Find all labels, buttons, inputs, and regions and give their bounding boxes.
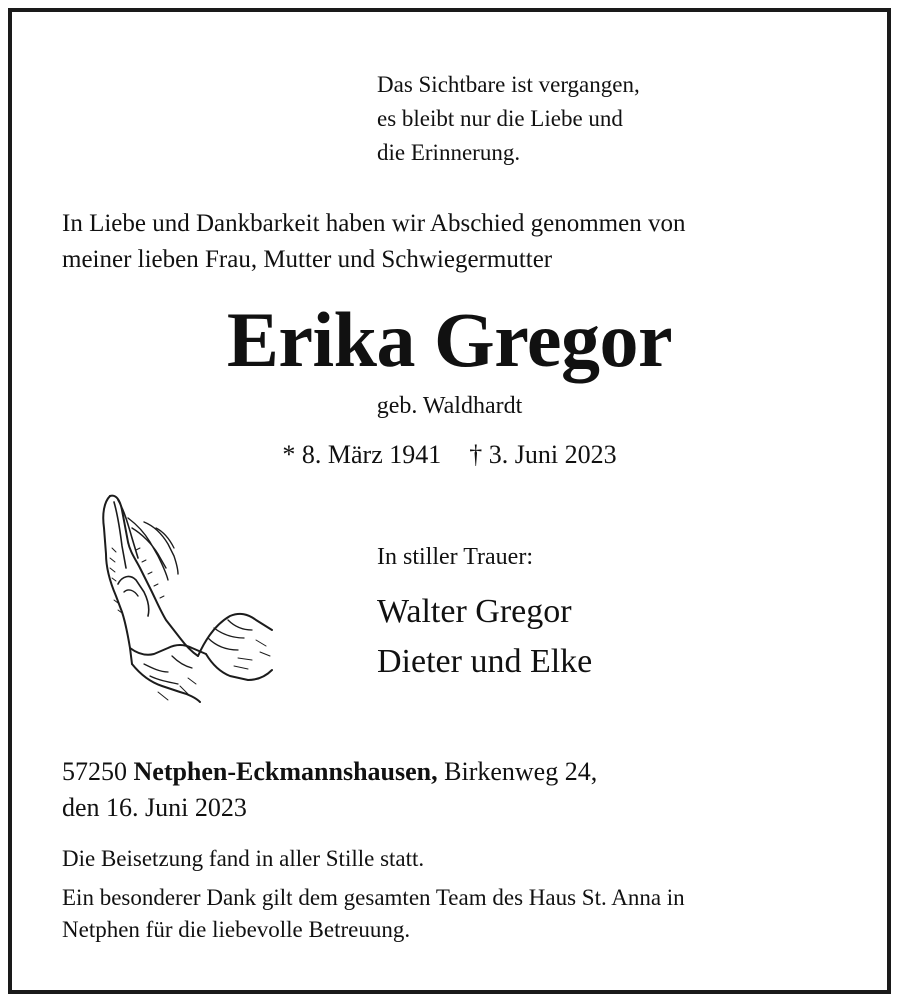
verse-line: es bleibt nur die Liebe und <box>377 106 623 131</box>
address-line <box>62 754 597 790</box>
notice-date: den 16. Juni 2023 <box>62 793 247 822</box>
intro-line: meiner lieben Frau, Mutter und Schwiegermutter <box>62 246 553 273</box>
verse-quote <box>377 68 640 170</box>
life-dates <box>12 438 887 472</box>
maiden-name: geb. Waldhardt <box>376 393 523 419</box>
intro-line: In Liebe und Dankbarkeit haben wir Abschied genommen von <box>62 210 686 237</box>
deceased-name: Erika Gregor <box>226 296 673 383</box>
burial-note: Die Beisetzung fand in aller Stille statt. <box>62 846 425 871</box>
praying-hands-icon <box>88 488 278 703</box>
thanks-line: Ein besonderer Dank gilt dem gesamten Team des Haus St. Anna in <box>62 885 685 910</box>
death-date: † 3. Juni 2023 <box>469 440 617 469</box>
mourner-name: Walter Gregor <box>377 593 572 630</box>
town-name: Netphen-Eckmannshausen, <box>133 757 438 786</box>
thanks-line: Netphen für die liebevolle Betreuung. <box>62 917 411 942</box>
postal-code: 57250 <box>62 757 127 786</box>
address-block <box>62 754 597 826</box>
verse-line: die Erinnerung. <box>377 140 521 165</box>
mourning-heading: In stiller Trauer: <box>377 544 533 570</box>
birth-date: * 8. März 1941 <box>282 440 442 469</box>
intro-text <box>62 206 842 278</box>
street-address: Birkenweg 24, <box>444 757 598 786</box>
obituary-notice <box>8 8 891 994</box>
thanks-note <box>62 882 842 946</box>
verse-line: Das Sichtbare ist vergangen, <box>377 72 640 97</box>
mourner-name: Dieter und Elke <box>377 643 593 680</box>
